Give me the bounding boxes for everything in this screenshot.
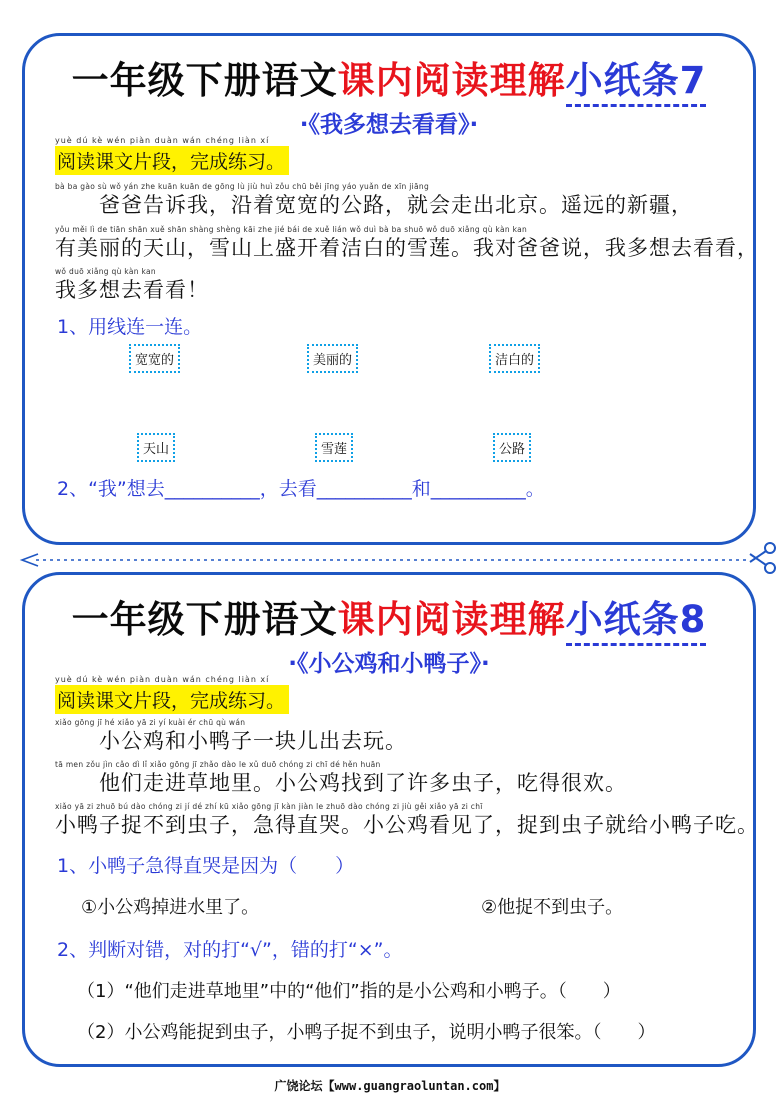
card-title bbox=[25, 589, 753, 643]
instruction-pinyin: yuè dú kè wén piàn duàn wán chéng liàn xí bbox=[55, 136, 270, 145]
match-box-bottom[interactable]: 公路 bbox=[493, 433, 531, 462]
question-1: 1、用线连一连。 bbox=[57, 316, 203, 338]
judge-item-1[interactable]: （1）“他们走进草地里”中的“他们”指的是小公鸡和小鸭子。（ ） bbox=[77, 981, 621, 1002]
footer-credit bbox=[0, 1077, 780, 1094]
title-grade: 一年级下册语文 bbox=[71, 598, 338, 641]
question-2: 2、判断对错，对的打“√”，错的打“×”。 bbox=[57, 939, 403, 961]
lesson-subtitle: ·《小公鸡和小鸭子》· bbox=[288, 651, 490, 677]
title-grade: 一年级下册语文 bbox=[71, 59, 338, 102]
title-topic: 课内阅读理解 bbox=[337, 59, 566, 102]
passage-text: 他们走进草地里。小公鸡找到了许多虫子，吃得很欢。 bbox=[55, 771, 627, 795]
pinyin-line: bà ba gào sù wǒ yán zhe kuān kuān de gōng lù jiù huì zǒu chū běi jīng yáo yuǎn de xīn jiāng bbox=[55, 182, 430, 191]
match-box-bottom[interactable]: 天山 bbox=[137, 433, 175, 462]
question-2[interactable]: 2、“我”想去__________，去看__________和__________。 bbox=[57, 478, 545, 500]
card-title bbox=[25, 50, 753, 104]
match-box-top[interactable]: 美丽的 bbox=[307, 344, 358, 373]
passage-text: 小鸭子捉不到虫子，急得直哭。小公鸡看见了，捉到虫子就给小鸭子吃。 bbox=[55, 813, 759, 837]
passage-line bbox=[55, 181, 693, 218]
passage-text: 小公鸡和小鸭子一块儿出去玩。 bbox=[55, 729, 407, 753]
footer-suffix: 】 bbox=[493, 1079, 506, 1093]
passage-line bbox=[55, 759, 627, 796]
instruction-text: 阅读课文片段，完成练习。 bbox=[55, 685, 289, 714]
passage-text: 我多想去看看！ bbox=[55, 278, 209, 302]
instruction bbox=[55, 136, 289, 175]
worksheet-card-8 bbox=[22, 572, 759, 1067]
lesson-subtitle: ·《我多想去看看》· bbox=[299, 112, 479, 138]
judge-item-2[interactable]: （2）小公鸡能捉到虫子，小鸭子捉不到虫子，说明小鸭子很笨。（ ） bbox=[77, 1022, 656, 1043]
passage-line bbox=[55, 717, 407, 754]
scissors-icon bbox=[748, 540, 778, 576]
title-series: 小纸条8 bbox=[566, 598, 707, 646]
cut-line bbox=[16, 552, 756, 568]
passage-text: 爸爸告诉我，沿着宽宽的公路，就会走出北京。遥远的新疆， bbox=[55, 193, 693, 217]
passage-line bbox=[55, 801, 759, 838]
option-2[interactable]: ②他捉不到虫子。 bbox=[481, 897, 624, 918]
footer-prefix: 广饶论坛【 bbox=[274, 1079, 335, 1093]
instruction bbox=[55, 675, 289, 714]
instruction-text: 阅读课文片段，完成练习。 bbox=[55, 146, 289, 175]
passage-line bbox=[55, 224, 759, 261]
title-topic: 课内阅读理解 bbox=[337, 598, 566, 641]
option-1[interactable]: ①小公鸡掉进水里了。 bbox=[81, 897, 260, 918]
passage-line bbox=[55, 266, 209, 303]
title-series: 小纸条7 bbox=[566, 59, 707, 107]
match-box-top[interactable]: 宽宽的 bbox=[129, 344, 180, 373]
pinyin-line: xiǎo yā zi zhuō bú dào chóng zi jí dé zhí kū xiǎo gōng jī kàn jiàn le zhuō dào chóng zi jiù gěi xiǎo yā zi chī bbox=[55, 802, 483, 811]
pinyin-line: xiǎo gōng jī hé xiǎo yā zi yí kuài ér chū qù wán bbox=[55, 718, 246, 727]
footer-url[interactable]: www.guangraoluntan.com bbox=[334, 1079, 494, 1093]
match-box-bottom[interactable]: 雪莲 bbox=[315, 433, 353, 462]
question-1[interactable]: 1、小鸭子急得直哭是因为（ ） bbox=[57, 855, 355, 877]
passage-text: 有美丽的天山，雪山上盛开着洁白的雪莲。我对爸爸说，我多想去看看， bbox=[55, 236, 759, 260]
pinyin-line: yǒu měi lì de tiān shān xuě shān shàng shèng kāi zhe jié bái de xuě lián wǒ duì bà ba shuō wǒ duō xiǎng qù kàn kan bbox=[55, 225, 528, 234]
pinyin-line: wǒ duō xiǎng qù kàn kan bbox=[55, 267, 156, 276]
pinyin-line: tā men zǒu jìn cǎo dì lǐ xiǎo gōng jī zhǎo dào le xǔ duō chóng zi chī dé hěn huān bbox=[55, 760, 381, 769]
worksheet-card-7 bbox=[22, 33, 759, 545]
match-box-top[interactable]: 洁白的 bbox=[489, 344, 540, 373]
instruction-pinyin: yuè dú kè wén piàn duàn wán chéng liàn xí bbox=[55, 675, 270, 684]
